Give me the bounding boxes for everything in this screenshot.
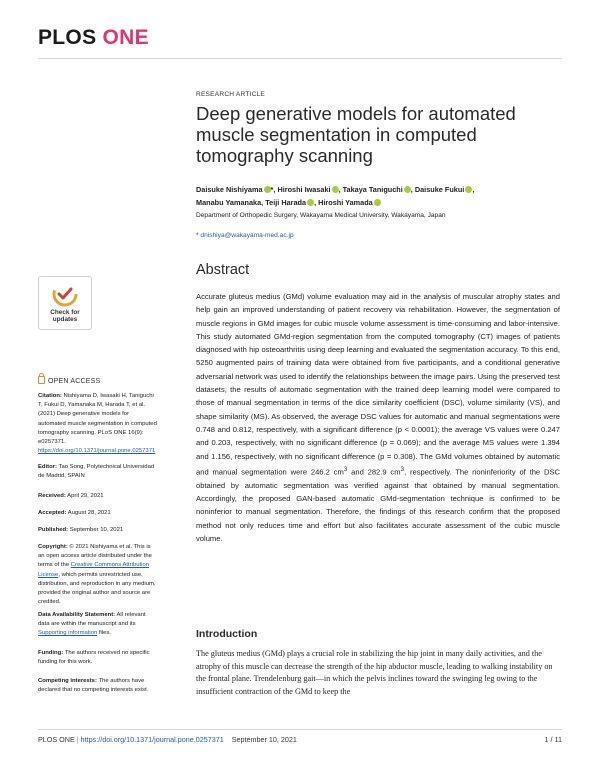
badge-line-1: Check for <box>50 309 80 316</box>
author-list: Daisuke Nishiyama *, Hiroshi Iwasaki , Takaya Taniguchi , Daisuke Fukui , Manabu Yamanaka, Teiji Harada , Hiroshi Yamada <box>196 185 475 207</box>
logo-one-text: ONE <box>102 26 149 49</box>
copyright-text: © 2021 Nishiyama et al. This is an open access article distributed under the terms of the <box>38 544 152 569</box>
article-title: Deep generative models for automated muscle segmentation in computed tomography scanning <box>196 103 516 166</box>
plos-one-logo[interactable] <box>38 26 149 50</box>
data-availability-block <box>38 611 158 639</box>
funding-text: The authors received no specific funding for this work. <box>38 650 150 666</box>
editor-text: Tao Song, Polytechnical Universidad de Madrid, SPAIN <box>38 464 155 480</box>
open-lock-icon <box>38 376 45 384</box>
superscript: 3 <box>343 465 348 473</box>
email-prefix: * <box>196 232 199 239</box>
footer-separator: | <box>76 735 79 744</box>
footer-doi-link[interactable]: https://doi.org/10.1371/journal.pone.0257371 <box>80 735 224 744</box>
header-divider <box>38 58 562 59</box>
check-for-updates-icon <box>52 281 78 307</box>
orcid-icon[interactable] <box>465 186 472 193</box>
author-name[interactable]: Daisuke Fukui <box>414 185 465 194</box>
data-availability-label: Data Availability Statement: <box>38 612 116 618</box>
footer-date: September 10, 2021 <box>231 735 297 744</box>
published-label: Published: <box>38 527 69 533</box>
superscript: 3 <box>400 465 405 473</box>
introduction-heading: Introduction <box>196 628 258 640</box>
corresponding-email <box>196 232 294 239</box>
competing-interests-block <box>38 677 158 695</box>
citation-doi-link[interactable]: https://doi.org/10.1371/journal.pone.0257371 <box>38 448 156 455</box>
footer-journal: PLOS ONE <box>38 735 75 744</box>
competing-interests-label: Competing interests: <box>38 678 97 684</box>
orcid-icon[interactable] <box>374 199 381 206</box>
article-type: RESEARCH ARTICLE <box>196 91 266 98</box>
abstract-part-2: and 282.9 cm <box>347 467 401 477</box>
author-name[interactable]: Manabu Yamanaka <box>196 198 262 207</box>
orcid-icon[interactable] <box>264 186 271 193</box>
copyright-label: Copyright: <box>38 544 68 550</box>
citation-label: Citation: <box>38 393 62 399</box>
orcid-icon[interactable] <box>332 186 339 193</box>
accepted-date: August 28, 2021 <box>66 510 111 516</box>
page-footer <box>38 735 297 744</box>
published-block <box>38 526 158 535</box>
page-number: 1 / 11 <box>544 735 562 744</box>
author-name[interactable]: Hiroshi Yamada <box>318 198 373 207</box>
footer-divider <box>38 729 562 730</box>
supporting-information-link[interactable]: Supporting information <box>38 630 98 637</box>
competing-interests-text: The authors have declared that no competing interests exist. <box>38 678 149 694</box>
data-availability-text-end: files. <box>97 630 112 637</box>
copyright-text-end: , which permits unrestricted use, distribution, and reproduction in any medium, provided the original author and source are credited. <box>38 571 156 606</box>
received-block <box>38 492 158 501</box>
author-name[interactable]: Takaya Taniguchi <box>342 185 403 194</box>
published-date: September 10, 2021 <box>68 527 124 533</box>
email-link[interactable]: dnishiya@wakayama-med.ac.jp <box>200 232 294 239</box>
funding-block <box>38 649 158 667</box>
abstract-heading: Abstract <box>196 262 250 278</box>
citation-text: Nishiyama D, Iwasaki H, Taniguchi T, Fukui D, Yamanaka M, Harada T, et al. (2021) Deep generative models for automated muscle segmentation in computed tomography scanning. PLoS ONE 16(9): e0257371. <box>38 393 157 446</box>
copyright-block <box>38 543 158 607</box>
citation-block <box>38 392 158 456</box>
open-access-label <box>38 376 100 385</box>
received-label: Received: <box>38 493 66 499</box>
author-name[interactable]: Teiji Harada <box>265 198 307 207</box>
editor-label: Editor: <box>38 464 57 470</box>
orcid-icon[interactable] <box>404 186 411 193</box>
data-availability-text: All relevant data are within the manuscript and its <box>38 612 146 628</box>
editor-block <box>38 463 158 481</box>
badge-line-2: updates <box>52 316 78 324</box>
abstract-part-3: , respectively. The noninferiority of the DSC obtained by automatic segmentation was verified against that obtained by manual segmentation. Accordingly, the proposed GAN-based automatic GMd-segmentation technique is confirmed to be noninferior to manual segmentation. Therefore, the findings of this research confirm that the proposed method not only reduces time and effort but also facilitates accurate assessment of the cubic muscle volume. <box>196 467 560 543</box>
accepted-block <box>38 509 158 518</box>
abstract-text <box>196 290 560 545</box>
check-for-updates-badge[interactable] <box>38 276 92 330</box>
license-link[interactable]: Creative Commons Attribution License <box>38 562 149 578</box>
logo-plos-text: PLOS <box>38 26 97 49</box>
corresponding-mark: * <box>270 185 274 194</box>
abstract-part-1: Accurate gluteus medius (GMd) volume evaluation may aid in the analysis of muscular atrophy states and help gain an improved understanding of patient recovery via rehabilitation. However, the segmentation of muscle regions in GMd images for cubic muscle volume assessment is time-consuming and labor-intensive. This study automated GMd-region segmentation from the computed tomography (CT) images of patients diagnosed with hip osteoarthritis using deep learning and evaluated the segmentation accuracy. To this end, 5250 augmented pairs of training data were obtained from five participants, and a conditional generative adversarial network was used to identify the relationships between the image pairs. Using the preserved test datasets, the results of automatic segmentation with the trained deep learning model were compared to those of manual segmentation in terms of the dice similarity coefficient (DSC), volume similarity (VS), and shape similarity (MS). As observed, the average DSC values for automatic and manual segmentations were 0.748 and 0.812, respectively, with a significant difference (p < 0.0001); the average VS values were 0.247 and 0.203, respectively, with no significant difference (p = 0.069); and the average MS values were 1.394 and 1.156, respectively, with no significant difference (p = 0.308). The GMd volumes obtained by automatic and manual segmentation were 246.2 cm <box>196 292 560 477</box>
open-access-text: OPEN ACCESS <box>48 378 101 385</box>
affiliation: Department of Orthopedic Surgery, Wakayama Medical University, Wakayama, Japan <box>196 212 446 219</box>
received-date: April 29, 2021 <box>65 493 104 499</box>
introduction-text: The gluteus medius (GMd) plays a crucial role in stabilizing the hip joint in many daily activities, and the atrophy of this muscle can decrease the strength of the hip abductor muscle, leading to walking instability on the frontal plane. Trendelenburg gait—in which the pelvis inclines toward the swinging leg owing to the insufficient contraction of the GMd to keep the <box>196 649 553 697</box>
orcid-icon[interactable] <box>307 199 314 206</box>
funding-label: Funding: <box>38 650 64 656</box>
badge-label <box>39 309 91 324</box>
author-name[interactable]: Hiroshi Iwasaki <box>277 185 331 194</box>
accepted-label: Accepted: <box>38 510 67 516</box>
author-name[interactable]: Daisuke Nishiyama <box>196 185 263 194</box>
